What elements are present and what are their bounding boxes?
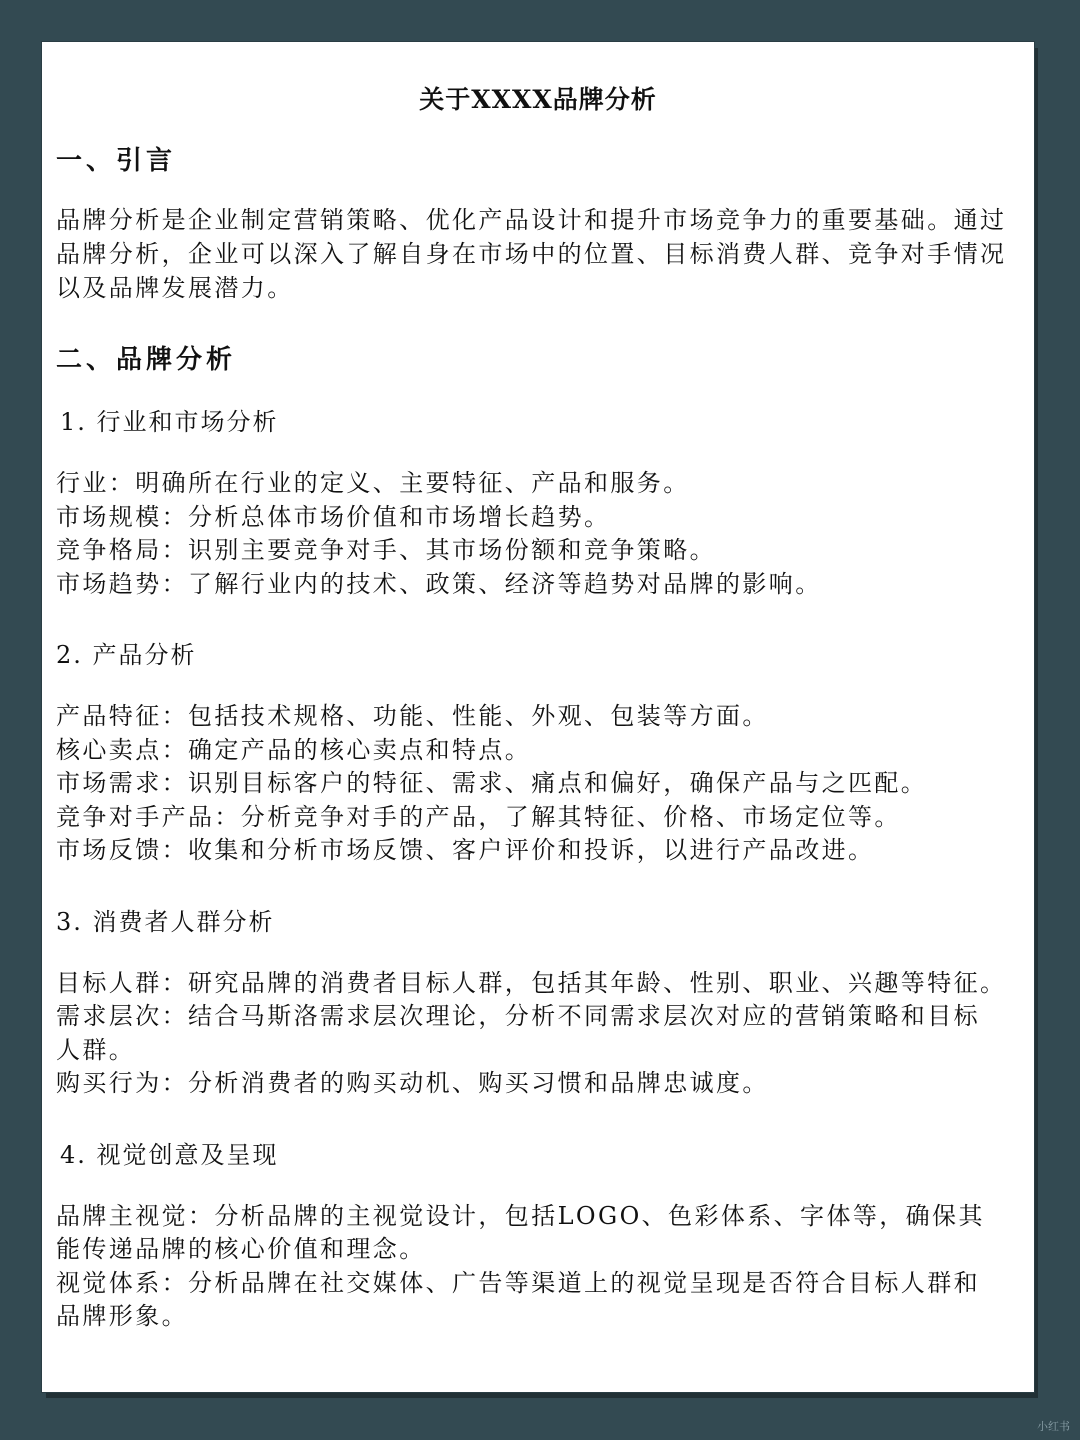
- list-item: 购买行为：分析消费者的购买动机、购买习惯和品牌忠诚度。: [56, 1069, 769, 1097]
- document-page: [42, 42, 1034, 1392]
- list-item: 需求层次：结合马斯洛需求层次理论，分析不同需求层次对应的营销策略和目标: [56, 1002, 980, 1030]
- consumer-analysis-list: [56, 967, 1020, 1101]
- list-item: 品牌形象。: [56, 1302, 188, 1330]
- list-item: 行业：明确所在行业的定义、主要特征、产品和服务。: [56, 469, 690, 497]
- list-item: 市场趋势：了解行业内的技术、政策、经济等趋势对品牌的影响。: [56, 569, 822, 598]
- list-item: 产品特征：包括技术规格、功能、性能、外观、包装等方面。: [56, 702, 769, 730]
- list-item: 品牌主视觉：分析品牌的主视觉设计，包括LOGO、色彩体系、字体等，确保其: [56, 1201, 985, 1230]
- subsection-heading-product: 2. 产品分析: [56, 641, 197, 669]
- section-heading-brand-analysis: 二、品牌分析: [56, 345, 237, 375]
- section-heading-introduction: 一、引言: [56, 146, 177, 176]
- subsection-heading-visual: 4. 视觉创意及呈现: [60, 1140, 279, 1169]
- list-item: 市场需求：识别目标客户的特征、需求、痛点和偏好，确保产品与之匹配。: [56, 769, 928, 797]
- list-item: 视觉体系：分析品牌在社交媒体、广告等渠道上的视觉呈现是否符合目标人群和: [56, 1268, 980, 1297]
- list-item: 市场规模：分析总体市场价值和市场增长趋势。: [56, 502, 611, 531]
- document-title: 关于XXXX品牌分析: [419, 85, 657, 114]
- product-analysis-list: [56, 700, 1020, 868]
- watermark: 小红书: [1037, 1420, 1070, 1433]
- subsection-heading-industry-market: 1. 行业和市场分析: [60, 408, 279, 436]
- list-item: 能传递品牌的核心价值和理念。: [56, 1235, 426, 1263]
- industry-market-list: [56, 467, 1020, 601]
- list-item: 竞争格局：识别主要竞争对手、其市场份额和竞争策略。: [56, 536, 716, 564]
- subsection-heading-consumer: 3. 消费者人群分析: [56, 907, 275, 936]
- visual-analysis-list: [56, 1200, 1020, 1334]
- list-item: 市场反馈：收集和分析市场反馈、客户评价和投诉，以进行产品改进。: [56, 836, 875, 864]
- list-item: 竞争对手产品：分析竞争对手的产品，了解其特征、价格、市场定位等。: [56, 802, 901, 831]
- list-item: 核心卖点：确定产品的核心卖点和特点。: [56, 735, 532, 764]
- list-item: 目标人群：研究品牌的消费者目标人群，包括其年龄、性别、职业、兴趣等特征。: [56, 968, 1007, 997]
- list-item: 人群。: [56, 1035, 136, 1064]
- introduction-paragraph: 品牌分析是企业制定营销策略、优化产品设计和提升市场竞争力的重要基础。通过品牌分析，企业可以深入了解自身在市场中的位置、目标消费人群、竞争对手情况以及品牌发展潜力。: [56, 206, 1007, 302]
